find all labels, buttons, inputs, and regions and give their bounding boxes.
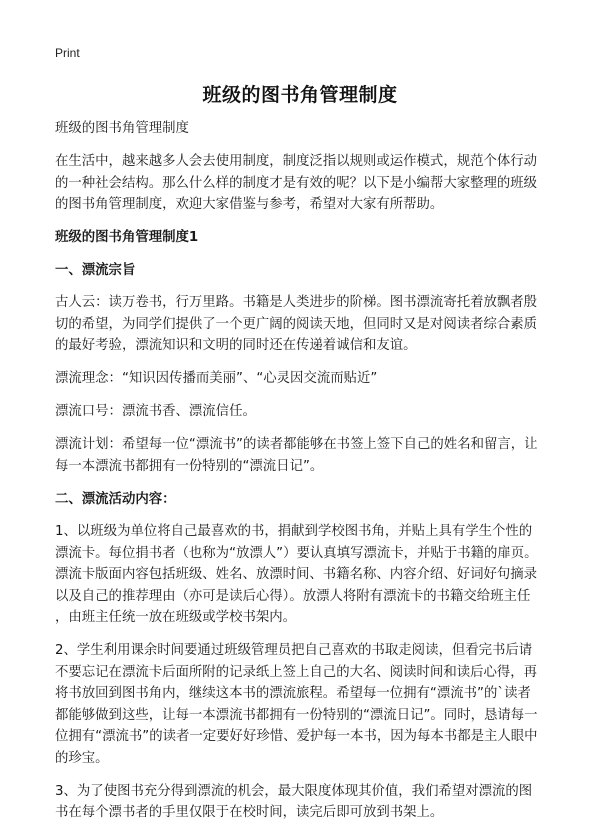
text-line: 的最好考验，漂流知识和文明的同时还在传递着诚信和友谊。 xyxy=(55,338,417,353)
text-line: 的一种社会结构。那么什么样的制度才是有效的呢？以下是小编帮大家整理的班级 xyxy=(55,175,538,191)
text-line: 3、为了使图书充分得到漂流的机会，最大限度体现其价值，我们希望对漂流的图 xyxy=(55,783,533,799)
page-title: 班级的图书角管理制度 xyxy=(202,84,398,106)
text-line: 不要忘记在漂流卡后面所附的记录纸上签上自己的大名、阅读时间和读后心得，再 xyxy=(55,664,538,680)
activity-item-1 xyxy=(55,521,555,629)
subtitle xyxy=(55,118,555,140)
activity-item-2 xyxy=(55,640,555,769)
text-line: 都能够做到这些，让每一本漂流书都拥有一份特别的“漂流日记”。同时，恳请每一 xyxy=(55,707,538,723)
section-title: 班级的图书角管理制度1 xyxy=(55,230,199,245)
text-line: ，由班主任统一放在班级或学校书架内。 xyxy=(55,610,297,625)
activity-item-3 xyxy=(55,781,555,824)
text-line: 漂流口号：漂流书香、漂流信任。 xyxy=(55,404,256,419)
text-line: 漂流卡版面内容包括班级、姓名、放漂时间、书籍名称、内容介绍、好词好句摘录 xyxy=(55,567,538,582)
concept-paragraph xyxy=(55,368,555,390)
text-line: 位拥有“漂流书”的读者一定要好好珍惜、爱护每一本书，因为每本书都是主人眼中 xyxy=(55,729,538,744)
text-line: 切的希望，为同学们提供了一个更广阔的阅读天地，但同时又是对阅读者综合素质 xyxy=(55,316,538,332)
intro-paragraph xyxy=(55,151,555,216)
slogan-paragraph xyxy=(55,401,555,423)
text-line: 1、以班级为单位将自己最喜欢的书，捐献到学校图书角，并贴上具有学生个性的 xyxy=(55,524,533,539)
subtitle-text: 班级的图书角管理制度 xyxy=(55,121,189,136)
text-line: 古人云：读万卷书，行万里路。书籍是人类进步的阶梯。图书漂流寄托着放飘者殷 xyxy=(55,295,538,310)
text-line: 2、学生利用课余时间要通过班级管理员把自己喜欢的书取走阅读，但看完书后请 xyxy=(55,643,533,658)
text-line: 漂流计划：希望每一位“漂流书”的读者都能够在书签上签下自己的姓名和留言，让 xyxy=(55,437,538,452)
text-line: 书在每个漂书者的手里仅限于在校时间，读完后即可放到书架上。 xyxy=(55,805,444,820)
plan-paragraph xyxy=(55,434,555,477)
heading-purpose: 一、漂流宗旨 xyxy=(55,262,136,278)
print-link[interactable]: Print xyxy=(55,46,80,60)
article-body xyxy=(55,118,555,835)
heading-activities: 二、漂流活动内容： xyxy=(55,491,176,507)
text-line: 漂流卡。每位捐书者（也称为“放漂人”）要认真填写漂流卡，并贴于书籍的扉页。 xyxy=(55,545,538,561)
text-line: 的珍宝。 xyxy=(55,750,109,766)
text-line: 在生活中，越来越多人会去使用制度，制度泛指以规则或运作模式，规范个体行动 xyxy=(55,154,538,169)
text-line: 每一本漂流书都拥有一份特别的“漂流日记”。 xyxy=(55,458,324,474)
text-line: 的图书角管理制度，欢迎大家借鉴与参考，希望对大家有所帮助。 xyxy=(55,197,444,212)
purpose-paragraph xyxy=(55,292,555,357)
text-line: 漂流理念：“知识因传播而美丽”、“心灵因交流而贴近” xyxy=(55,371,378,386)
text-line: 以及自己的推荐理由（亦可是读后心得）。放漂人将附有漂流卡的书籍交给班主任 xyxy=(55,588,531,604)
text-line: 将书放回到图书角内，继续这本书的漂流旅程。希望每一位拥有“漂流书”的`读者 xyxy=(55,686,531,701)
